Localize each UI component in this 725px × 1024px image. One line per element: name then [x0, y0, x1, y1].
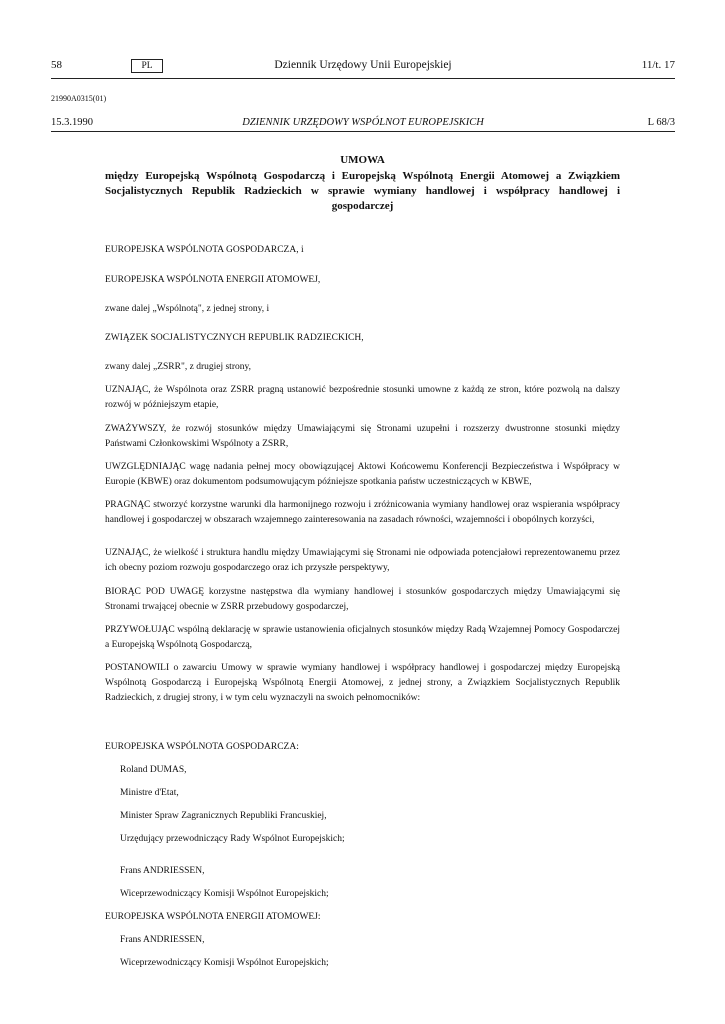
recital-2: ZWAŻYWSZY, że rozwój stosunków między Umawiającymi się Stronami uzupełni i rozszerzy dwustronne stosunki między Państwami Członkowskimi Wspólnoty a ZSRR, — [105, 424, 620, 449]
volume-number: 11/t. 17 — [641, 59, 675, 71]
recital-3: UWZGLĘDNIAJĄC wagę nadania pełnej mocy obowiązującej Aktowi Końcowemu Konferencji Bezpieczeństwa i Współpracy w Europie (KBWE) oraz dokumentom podsumowującym późniejsze spotkania państw uczestniczących w KBWE, — [105, 462, 620, 487]
preamble-community-def: zwane dalej „Wspólnotą", z jednej strony, i — [105, 304, 270, 314]
signatory-role: Urzędujący przewodniczący Rady Wspólnot Europejskich; — [120, 834, 345, 844]
recital-5: UZNAJĄC, że wielkość i struktura handlu między Umawiającymi się Stronami nie odpowiada potencjałowi reprezentowanemu przez ich obecny poziom rozwoju gospodarczego oraz ich przyszłe perspektywy, — [105, 548, 620, 573]
running-header — [51, 59, 675, 75]
recital-7: PRZYWOŁUJĄC wspólną deklarację w sprawie ustanowienia oficjalnych stosunków między Radą Wzajemnej Pomocy Gospodarczej a Europejską Wspólnotą Gospodarczą, — [105, 625, 620, 650]
preamble-party-ussr: ZWIĄZEK SOCJALISTYCZNYCH REPUBLIK RADZIECKICH, — [105, 333, 364, 343]
header-divider — [51, 78, 675, 79]
recital-1: UZNAJĄC, że Wspólnota oraz ZSRR pragną ustanowić bezpośrednie stosunki umowne z każdą ze stron, które pozwolą na dalszy rozwój w późniejszym etapie, — [105, 385, 620, 410]
signatory-euratom-heading: EUROPEJSKA WSPÓLNOTA ENERGII ATOMOWEJ: — [105, 912, 321, 922]
recital-4: PRAGNĄC stworzyć korzystne warunki dla harmonijnego rozwoju i zróżnicowania wymiany handlowej oraz wspierania współpracy handlowej i gospodarczej w obszarach wzajemnego zainteresowania na zasadach równości, wzajemności i obopólnych korzyści, — [105, 500, 620, 525]
page-number: 58 — [51, 59, 62, 71]
oj-header — [51, 117, 675, 131]
signatory-name: Frans ANDRIESSEN, — [120, 866, 205, 876]
document-title: UMOWA — [340, 154, 385, 166]
preamble-ussr-def: zwany dalej „ZSRR", z drugiej strony, — [105, 362, 251, 372]
signatory-role: Wiceprzewodniczący Komisji Wspólnot Europejskich; — [120, 958, 329, 968]
recital-6: BIORĄC POD UWAGĘ korzystne następstwa dla wymiany handlowej i stosunków gospodarczych między Umawiającymi się Stronami trwającej obecnie w ZSRR przebudowy gospodarczej, — [105, 587, 620, 612]
signatory-name: Roland DUMAS, — [120, 765, 187, 775]
signatory-role: Minister Spraw Zagranicznych Republiki Francuskiej, — [120, 811, 327, 821]
signatory-role: Wiceprzewodniczący Komisji Wspólnot Europejskich; — [120, 889, 329, 899]
operative-clause: POSTANOWILI o zawarciu Umowy w sprawie wymiany handlowej i współpracy handlowej i gospodarczej między Europejską Wspólnotą Gospodarczą i Europejską Wspólnotą Energii Atomowej, z jednej strony, a Związkiem Socjalistycznych Republik Radzieckich, z drugiej strony, i w tym celu wyznaczyli na swoich pełnomocników: — [105, 663, 620, 703]
preamble-party-euratom: EUROPEJSKA WSPÓLNOTA ENERGII ATOMOWEJ, — [105, 275, 321, 285]
signatory-name: Frans ANDRIESSEN, — [120, 935, 205, 945]
journal-title: Dziennik Urzędowy Unii Europejskiej — [274, 59, 452, 71]
oj-date: 15.3.1990 — [51, 117, 93, 128]
signatory-eec-heading: EUROPEJSKA WSPÓLNOTA GOSPODARCZA: — [105, 742, 299, 752]
oj-reference: L 68/3 — [647, 117, 675, 128]
document-id: 21990A0315(01) — [51, 94, 107, 103]
preamble-party-eec: EUROPEJSKA WSPÓLNOTA GOSPODARCZA, i — [105, 245, 304, 255]
oj-title: DZIENNIK URZĘDOWY WSPÓLNOT EUROPEJSKICH — [242, 117, 484, 128]
signatory-role: Ministre d'Etat, — [120, 788, 179, 798]
oj-divider — [51, 131, 675, 132]
document-subtitle: między Europejską Wspólnotą Gospodarczą i Europejską Wspólnotą Energii Atomowej a Związkiem Socjalistycznych Republik Radzieckich w sprawie wymiany handlowej i współpracy handlowej i gospodarczej — [105, 170, 620, 212]
language-badge: PL — [131, 59, 163, 73]
